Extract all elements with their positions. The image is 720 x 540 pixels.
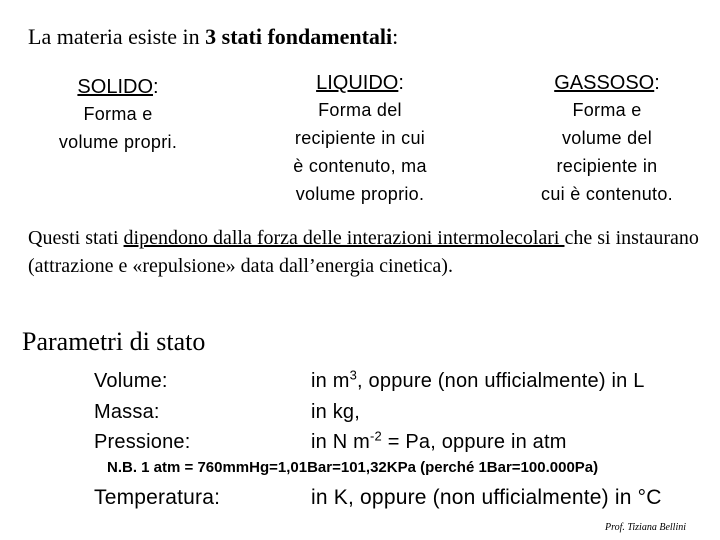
state-liquid	[262, 70, 458, 208]
volume-label: Volume:	[94, 370, 168, 392]
pressure-label: Pressione:	[94, 431, 191, 453]
state-liquid-heading: LIQUIDO:	[316, 72, 404, 94]
intro-text: La materia esiste in	[28, 24, 206, 49]
pressure-note: N.B. 1 atm = 760mmHg=1,01Bar=101,32KPa (perché 1Bar=100.000Pa)	[107, 459, 599, 476]
state-gas-name: GASSOSO	[554, 72, 655, 94]
state-liquid-description: Forma del recipiente in cui è contenuto, ma volume proprio.	[293, 100, 427, 204]
intro-colon: :	[392, 24, 399, 49]
state-solid	[28, 74, 208, 156]
temperature-value: in K, oppure (non ufficialmente) in °C	[311, 486, 662, 509]
state-gas-heading: GASSOSO:	[554, 72, 660, 94]
interactions-emphasis: dipendono dalla forza delle interazioni intermolecolari	[123, 227, 565, 249]
pressure-value: in N $m^{-2} = Pa$, oppure in atm	[311, 428, 567, 453]
state-solid-heading: SOLIDO:	[77, 76, 159, 98]
intro-sentence	[28, 24, 398, 50]
state-solid-description: Forma e volume propri.	[58, 104, 178, 152]
temperature-label: Temperatura:	[94, 486, 221, 509]
mass-value: in kg,	[311, 401, 361, 423]
state-gas	[512, 70, 702, 208]
state-solid-name: SOLIDO	[77, 76, 153, 98]
intro-highlight: 3 stati fondamentali	[205, 24, 393, 49]
section-title: Parametri di stato	[22, 327, 206, 356]
state-liquid-name: LIQUIDO	[316, 72, 399, 94]
mass-label: Massa:	[94, 401, 160, 423]
volume-value: in $m^3$, oppure (non ufficialmente) in L	[311, 367, 645, 392]
author-signature: Prof. Tiziana Bellini	[604, 522, 686, 533]
state-gas-description: Forma e volume del recipiente in cui è contenuto.	[541, 100, 673, 204]
interactions-paragraph: Questi stati dipendono dalla forza delle interazioni intermolecolari che si instaurano (attrazione e «repulsione» data dall’energia cinetica).	[28, 227, 699, 277]
